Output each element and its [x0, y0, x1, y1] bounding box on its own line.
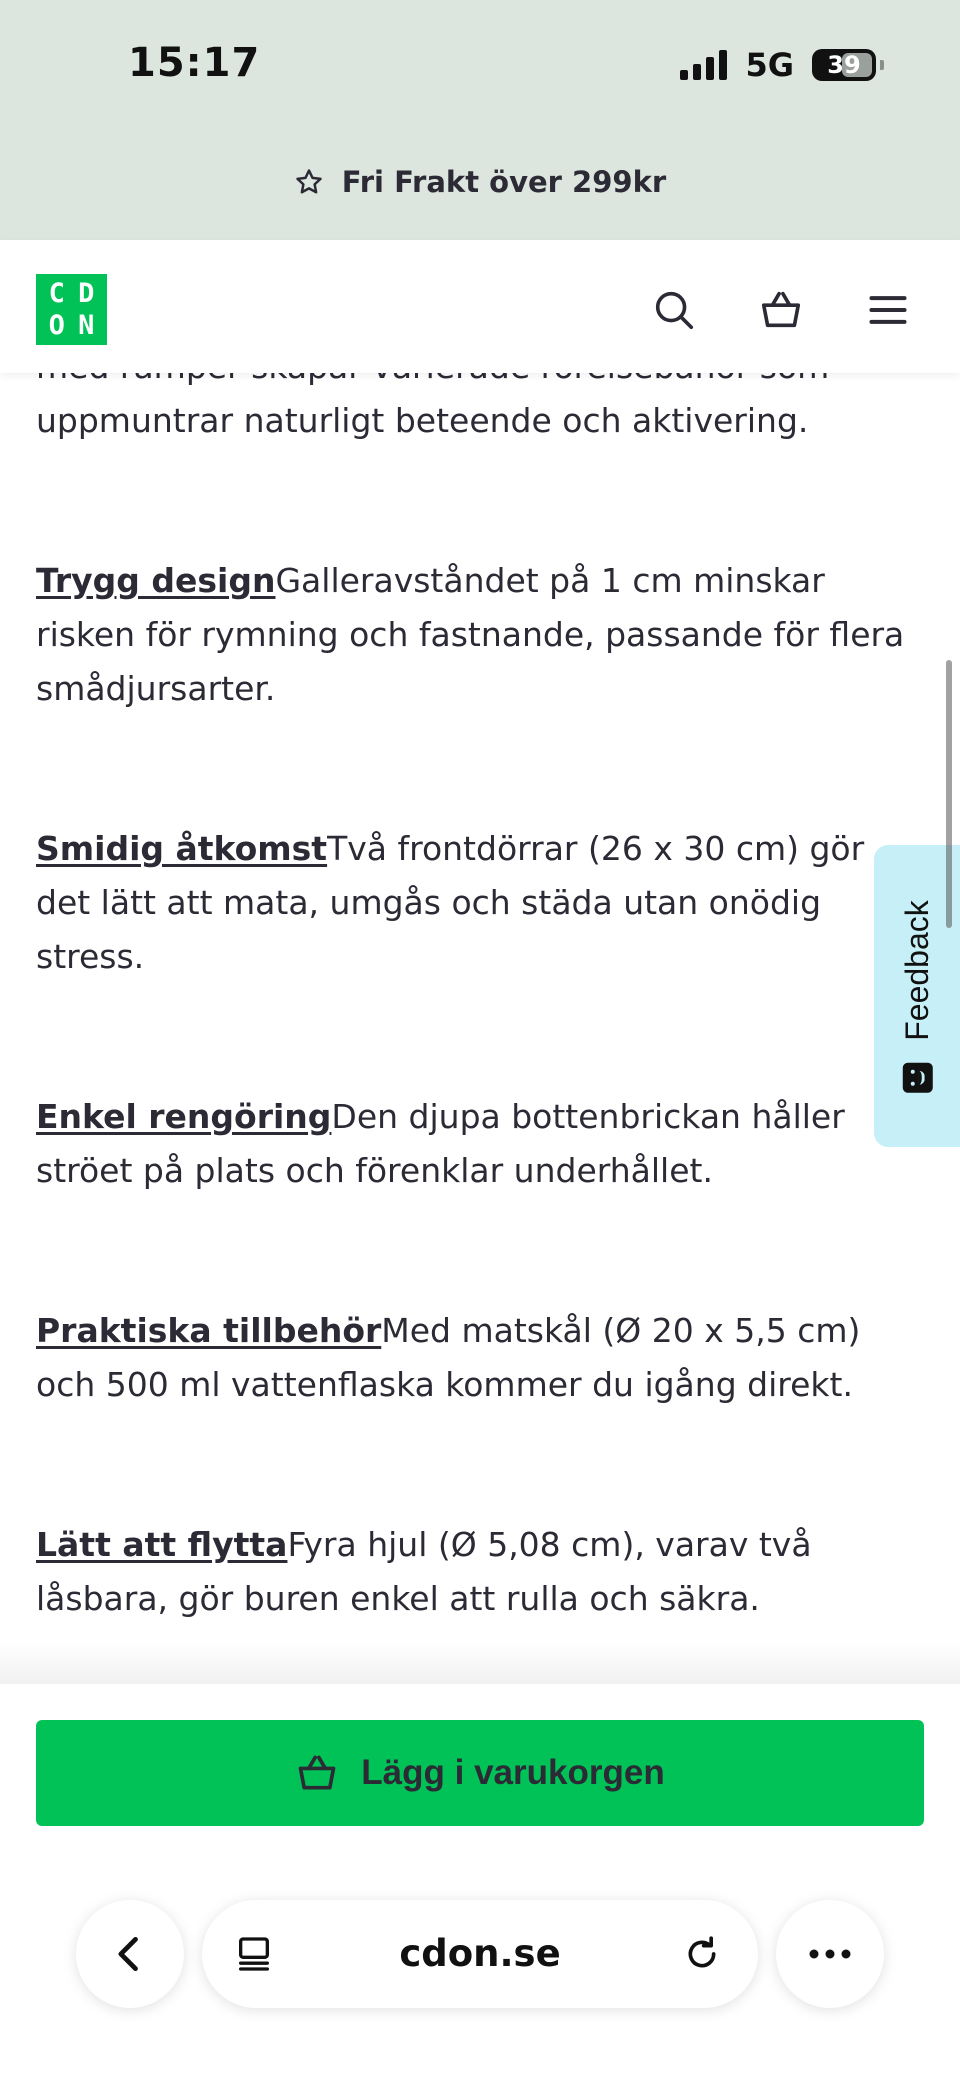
feature-title: Smidig åtkomst [36, 829, 328, 868]
feature-item [36, 1518, 916, 1626]
feature-title: Enkel rengöring [36, 1097, 332, 1136]
more-icon [806, 1947, 854, 1961]
cdon-logo[interactable] [36, 274, 107, 345]
logo-letter: O [48, 309, 65, 341]
add-to-cart-button[interactable] [36, 1720, 924, 1826]
address-bar[interactable] [202, 1900, 758, 2008]
signal-icon [680, 50, 727, 80]
scrollbar[interactable] [946, 660, 952, 928]
feature-item [36, 1304, 916, 1412]
feedback-label: Feedback [898, 899, 935, 1041]
search-button[interactable] [648, 284, 700, 336]
promo-banner[interactable] [0, 165, 960, 199]
promo-text: Fri Frakt över 299kr [341, 165, 667, 199]
battery-level: 39 [827, 51, 861, 79]
top-band [0, 0, 960, 240]
star-icon [294, 167, 324, 197]
back-button[interactable] [76, 1900, 184, 2008]
feature-text: Galleravståndet på 1 cm minskar risken för rymning och fastnande, passande för flera smådjursarter. [36, 561, 905, 708]
feature-list [36, 554, 916, 1732]
feature-text: Fyra hjul (Ø 5,08 cm), varav två låsbara, gör buren enkel att rulla och säkra. [36, 1525, 812, 1618]
partial-line: uppmuntrar naturligt beteende och aktivering. [36, 401, 809, 440]
reload-icon [682, 1934, 722, 1974]
add-to-cart-label: Lägg i varukorgen [361, 1753, 665, 1792]
reload-button[interactable] [678, 1930, 726, 1978]
url-text: cdon.se [399, 1932, 561, 1975]
search-icon [651, 287, 697, 333]
menu-button[interactable] [862, 284, 914, 336]
cart-button[interactable] [755, 284, 807, 336]
feature-item [36, 822, 916, 984]
basket-icon [295, 1751, 339, 1795]
status-time: 15:17 [128, 40, 261, 86]
network-label: 5G [745, 46, 794, 84]
browser-toolbar [0, 1886, 960, 2026]
menu-icon [866, 288, 910, 332]
feature-title: Trygg design [36, 561, 276, 600]
feature-item [36, 1090, 916, 1198]
site-header [0, 240, 960, 373]
smiley-icon [902, 1062, 932, 1092]
logo-letter: C [48, 278, 65, 309]
logo-letter: N [78, 309, 95, 341]
bottom-shadow [0, 1640, 960, 1686]
basket-icon [758, 287, 804, 333]
logo-letter: D [78, 278, 95, 309]
chevron-left-icon [108, 1932, 152, 1976]
more-button[interactable] [776, 1900, 884, 2008]
feature-text: Två frontdörrar (26 x 30 cm) gör det lätt att mata, umgås och städa utan onödig stress. [36, 829, 865, 976]
feature-item [36, 554, 916, 716]
feature-text: Med matskål (Ø 20 x 5,5 cm) och 500 ml vattenflaska kommer du igång direkt. [36, 1311, 861, 1404]
feature-title: Praktiska tillbehör [36, 1311, 382, 1350]
feature-title: Lätt att flytta [36, 1525, 288, 1564]
status-indicators [680, 46, 876, 84]
battery-icon [812, 49, 876, 81]
feature-text: Den djupa bottenbrickan håller ströet på plats och förenklar underhållet. [36, 1097, 845, 1190]
